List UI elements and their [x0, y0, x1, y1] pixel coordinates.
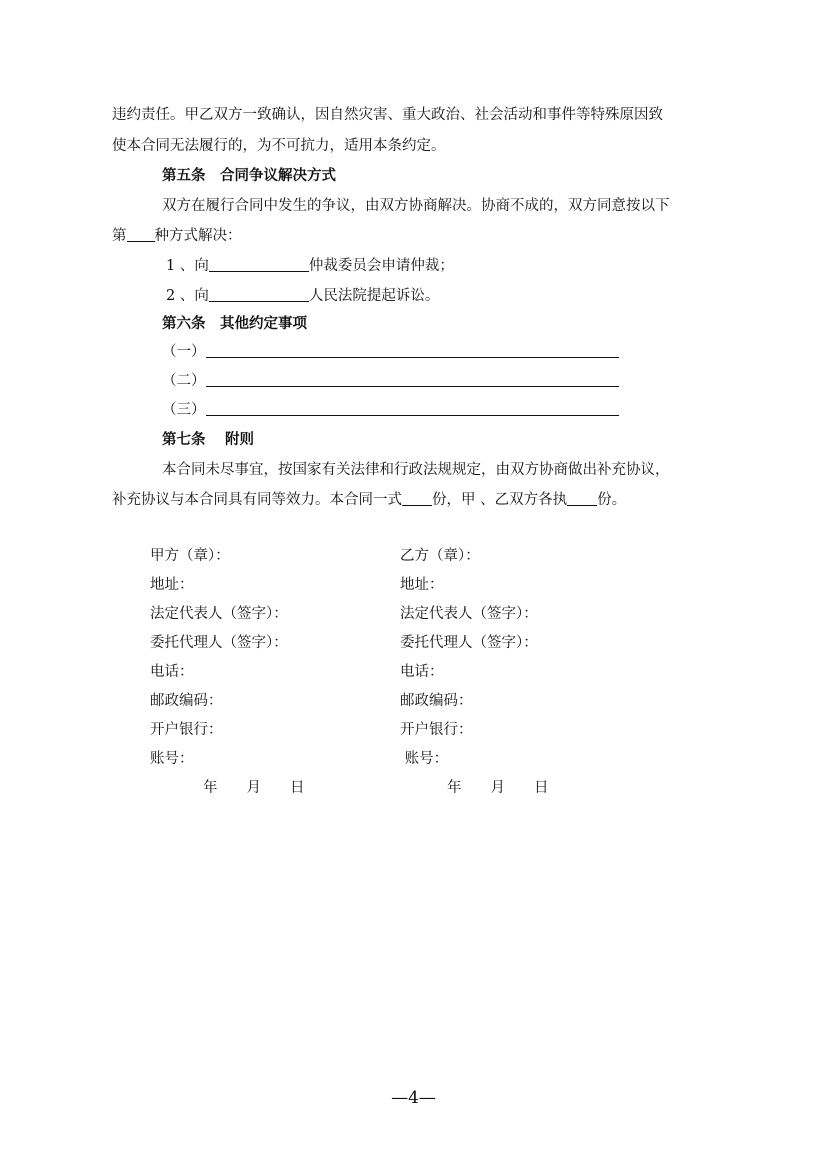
fill-blank: [206, 343, 619, 358]
party-a-date: 年 月 日: [203, 780, 305, 796]
text-fragment: 第: [112, 228, 127, 244]
article-5-title: 第五条 合同争议解决方式: [162, 167, 336, 184]
fill-blank: [206, 401, 619, 416]
party-b-agent-label: 委托代理人（签字）：: [400, 635, 538, 651]
fill-blank: [206, 372, 619, 387]
text-fragment: 1 、向: [166, 258, 209, 274]
item-line: [162, 400, 619, 420]
article-7-title: 第七条 附则: [162, 431, 255, 448]
item-label: （二）: [162, 373, 206, 389]
party-a-legal-rep-label: 法定代表人（签字）：: [150, 606, 288, 622]
fill-blank: [402, 491, 432, 506]
party-a-agent-label: 委托代理人（签字）：: [150, 635, 288, 651]
party-b-legal-rep-label: 法定代表人（签字）：: [400, 606, 538, 622]
paragraph-line: [112, 226, 242, 246]
fill-blank: [127, 227, 155, 242]
page-number: —4—: [391, 1088, 436, 1108]
option-line: [166, 286, 439, 306]
item-line: [162, 342, 619, 362]
paragraph-line: [112, 490, 626, 510]
party-b-address-label: 地址：: [400, 577, 444, 593]
fill-blank: [209, 287, 309, 302]
party-a-phone-label: 电话：: [150, 664, 194, 680]
party-b-postcode-label: 邮政编码：: [400, 693, 473, 709]
paragraph-line: 违约责任。甲乙双方一致确认，因自然灾害、重大政治、社会活动和事件等特殊原因致: [112, 107, 663, 123]
text-fragment: 仲裁委员会申请仲裁；: [308, 258, 454, 274]
party-a-address-label: 地址：: [150, 577, 194, 593]
article-6-title: 第六条 其他约定事项: [162, 315, 307, 332]
paragraph-line: 本合同未尽事宜，按国家有关法律和行政法规规定，由双方协商做出补充协议，: [162, 462, 670, 478]
paragraph-line: 双方在履行合同中发生的争议，由双方协商解决。协商不成的，双方同意按以下: [162, 198, 670, 214]
text-fragment: 份，甲 、乙双方各执: [432, 492, 568, 508]
party-b-seal-label: 乙方（章）：: [400, 548, 480, 564]
text-fragment: 种方式解决：: [154, 228, 242, 244]
item-line: [162, 371, 619, 391]
paragraph-line: 使本合同无法履行的，为不可抗力，适用本条约定。: [112, 138, 446, 154]
text-fragment: 补充协议与本合同具有同等效力。本合同一式: [112, 492, 402, 508]
party-a-account-label: 账号：: [150, 751, 194, 767]
party-a-postcode-label: 邮政编码：: [150, 693, 223, 709]
party-a-bank-label: 开户银行：: [150, 722, 223, 738]
text-fragment: 份。: [597, 492, 627, 508]
party-b-phone-label: 电话：: [400, 664, 444, 680]
party-b-date: 年 月 日: [447, 780, 549, 796]
text-fragment: 2 、向: [166, 288, 209, 304]
fill-blank: [567, 491, 597, 506]
item-label: （三）: [162, 402, 206, 418]
party-a-seal-label: 甲方（章）：: [150, 548, 230, 564]
party-b-account-label: 账号：: [400, 751, 449, 767]
item-label: （一）: [162, 344, 206, 360]
fill-blank: [209, 257, 309, 272]
text-fragment: 人民法院提起诉讼。: [308, 288, 440, 304]
option-line: [166, 256, 454, 276]
party-b-bank-label: 开户银行：: [400, 722, 473, 738]
